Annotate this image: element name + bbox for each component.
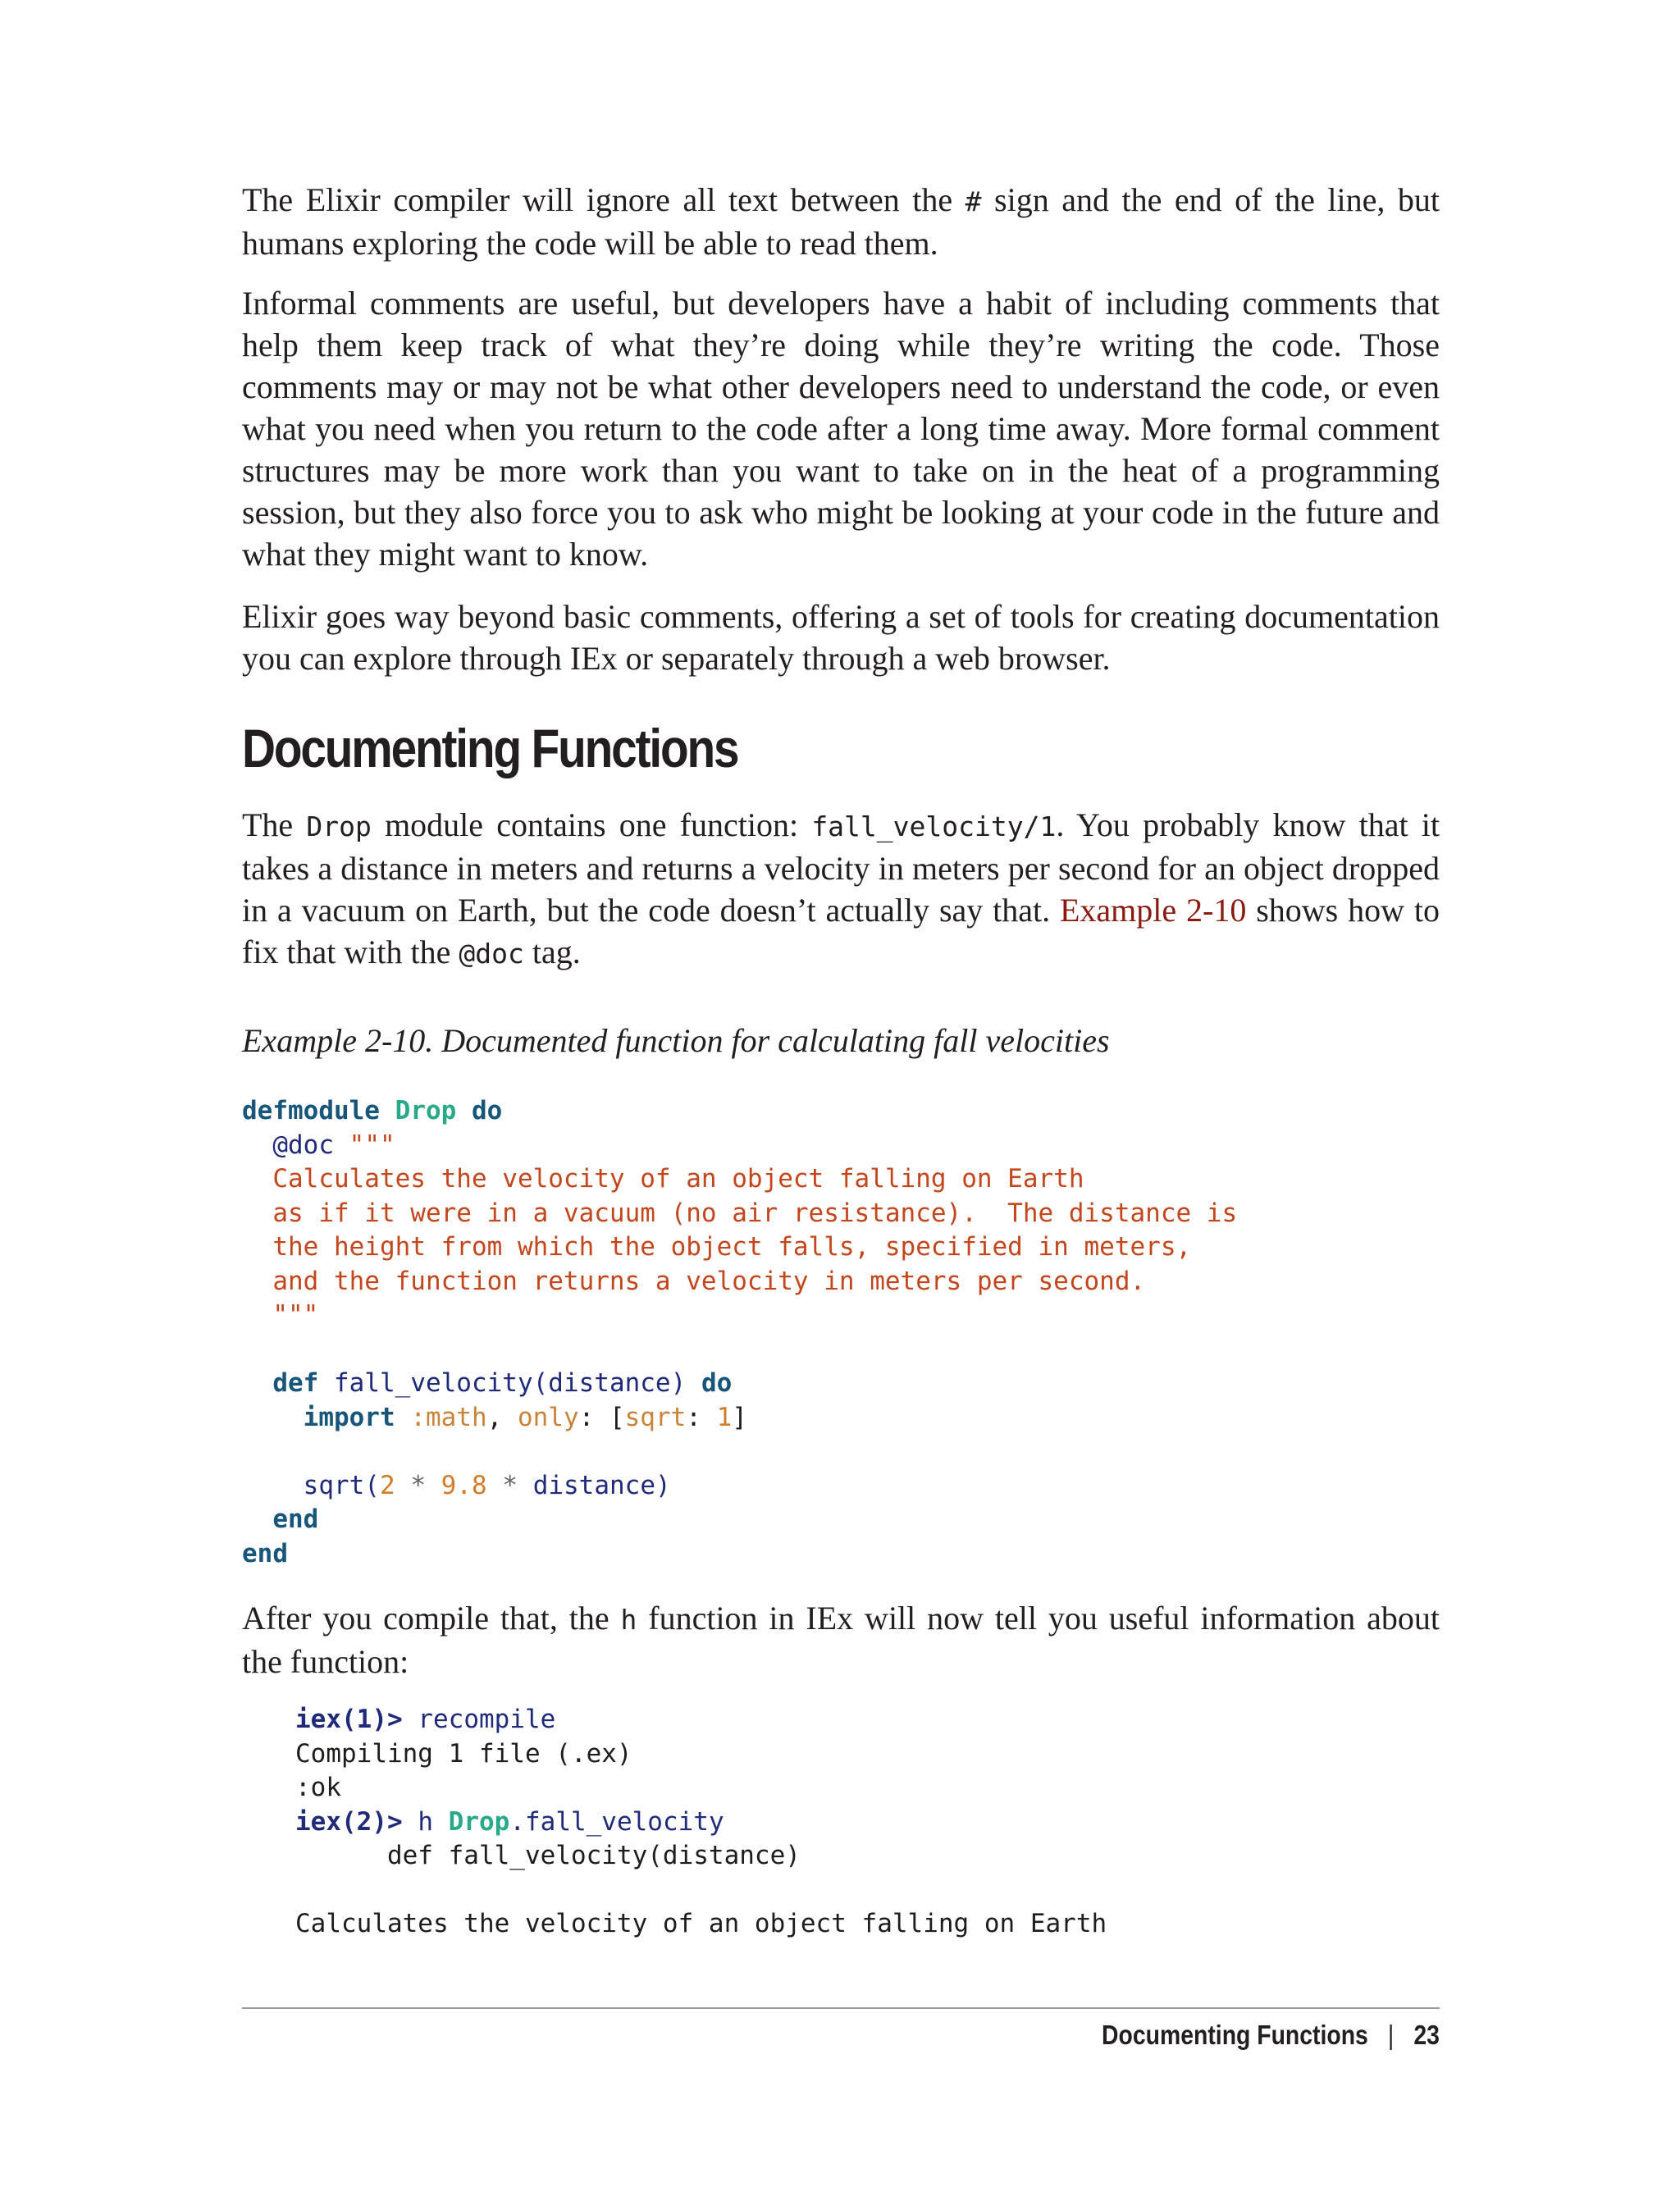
inline-code-drop: Drop bbox=[306, 810, 372, 842]
footer-section-title: Documenting Functions bbox=[1102, 2020, 1368, 2050]
page-number: 23 bbox=[1413, 2020, 1440, 2050]
inline-code-doc: @doc bbox=[459, 938, 524, 970]
footer-separator: | bbox=[1387, 2020, 1395, 2050]
section-heading: Documenting Functions bbox=[242, 718, 738, 778]
example-link[interactable]: Example 2-10 bbox=[1059, 892, 1247, 929]
code-example: defmodule Drop do @doc """ Calculates the velocity of an object falling on Earth as if it were in a vacuum (no air resistance). The distance is the height from which the object falls, specified in meters, and the function returns a velocity in meters per second. """ def fall_velocity(distance) do import :math, only: [sqrt: 1] sqrt(2 * 9.8 * distance) end end bbox=[242, 1096, 1238, 1568]
inline-code-hash: # bbox=[965, 185, 982, 217]
inline-code-h: h bbox=[620, 1604, 637, 1636]
paragraph-informal-comments: Informal comments are useful, but developers have a habit of including comments that help them keep track of what they’re doing while they’re writing the code. Those comments may or may not be what other developers need to understand the code, or even what you need when you return to the code after a long time away. More formal comment structures may be more work than you want to take on in the heat of a programming session, but they also force you to ask who might be looking at your code in the future and what they might want to know. bbox=[242, 285, 1440, 573]
paragraph-elixir-tools: Elixir goes way beyond basic comments, offering a set of tools for creating documentation you can explore through IEx or separately through a web browser. bbox=[242, 598, 1440, 677]
iex-session: iex(1)> recompile Compiling 1 file (.ex) :ok iex(2)> h Drop.fall_velocity def fall_velocity(distance) Calculates the velocity of an object falling on Earth bbox=[295, 1705, 1107, 1938]
footer-rule bbox=[242, 2007, 1440, 2009]
paragraph-drop-module: The Drop module contains one function: fall_velocity/1. You probably know that it takes a distance in meters and returns a velocity in meters per second for an object dropped in a vacuum on Earth, but the code doesn’t actually say that. Example 2-10 shows how to fix that with the @doc tag. bbox=[242, 806, 1440, 970]
page-footer bbox=[1102, 2020, 1440, 2051]
inline-code-fall-velocity: fall_velocity/1 bbox=[811, 810, 1057, 842]
example-caption: Example 2-10. Documented function for calculating fall velocities bbox=[242, 1022, 1110, 1059]
paragraph-comments-ignored: The Elixir compiler will ignore all text between the # sign and the end of the line, but humans exploring the code will be able to read them. bbox=[242, 181, 1440, 262]
paragraph-after-compile: After you compile that, the h function in IEx will now tell you useful information about the function: bbox=[242, 1600, 1440, 1680]
